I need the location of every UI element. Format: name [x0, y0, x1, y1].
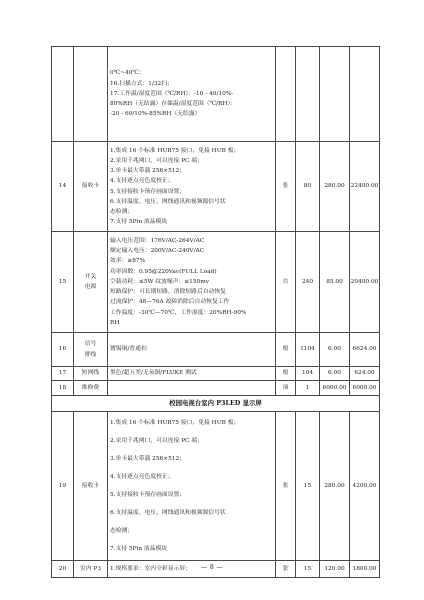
param-line: 80%RH（无结露）存储温/湿度范围（℃/RH）：: [110, 101, 237, 108]
param-line: 额定输入电压：200V/AC-240V/AC: [110, 248, 205, 255]
cell-params: [108, 232, 276, 333]
cell-price: 85.00: [320, 232, 350, 333]
name-line: 开关: [84, 273, 97, 280]
cell-unit: 张: [276, 412, 296, 561]
cell-unit: 根: [276, 333, 296, 367]
cell-name: 接收卡: [74, 142, 108, 232]
cell-name: [74, 47, 108, 142]
cell-no: 15: [52, 232, 74, 333]
cell-total: 20400.00: [350, 232, 380, 333]
param-line: -20 - 60/10%-85%RH（无结露）: [110, 111, 201, 118]
param-line: 1.集成 16 个标准 HUB75 接口，免接 HUB 板；: [110, 147, 240, 154]
cell-unit: 台: [276, 232, 296, 333]
cell-qty: 15: [296, 412, 320, 561]
param-line: 短路保护：可长期短路，消除短路后自动恢复: [110, 289, 226, 296]
cell-price: 6.00: [320, 367, 350, 381]
table-row: [52, 412, 380, 561]
cell-params: [108, 47, 276, 142]
cell-unit: 张: [276, 142, 296, 232]
cell-no: 20: [52, 561, 74, 578]
param-line: 4.支持逐点亮色度校正；: [110, 178, 174, 185]
cell-unit: 根: [276, 367, 296, 381]
cell-name: 短网线: [74, 367, 108, 381]
cell-no: 19: [52, 412, 74, 561]
section-header-row: [52, 396, 380, 412]
cell-params: [108, 142, 276, 232]
param-line: RH: [110, 319, 120, 326]
cell-total: 4200.00: [350, 412, 380, 561]
param-line: 5.支持接收卡预存画面设置；: [110, 492, 186, 498]
param-line: 态检测；: [110, 208, 134, 215]
param-line: 功率因数：0.95@220Vac(FULL Load): [110, 268, 217, 275]
param-line: 6.支持温度、电压、网线通讯和视频源信号状: [110, 510, 226, 516]
cell-qty: 15: [296, 561, 320, 578]
cell-name: [74, 232, 108, 333]
cell-price: 280.00: [320, 142, 350, 232]
param-line: 效率：≥87%: [110, 258, 146, 265]
cell-qty: 80: [296, 142, 320, 232]
param-line: 工作温度：-30℃—70℃，工作湿度：20%RH-90%: [110, 309, 247, 316]
cell-qty: 1: [296, 381, 320, 396]
cell-no: 14: [52, 142, 74, 232]
param-line: 输入电压范围：176V/AC-264V/AC: [110, 238, 205, 245]
cell-name: 维修费: [74, 381, 108, 396]
cell-name: [74, 333, 108, 367]
cell-total: 624.00: [350, 367, 380, 381]
param-line: 空载功耗：≤5W 纹波噪声：≤150mv: [110, 278, 210, 285]
cell-price: 6000.00: [320, 381, 350, 396]
param-line: 3.单卡最大带载 256×512；: [110, 168, 185, 175]
name-line: 排线: [84, 351, 97, 358]
param-line: 6.支持温度、电压、网线通讯和视频源信号状: [110, 198, 226, 205]
cell-unit: [276, 47, 296, 142]
param-line: 过流保护：48—76A 故障消除后自动恢复工作: [110, 299, 230, 306]
cell-no: 17: [52, 367, 74, 381]
table-row: [52, 381, 380, 396]
table-row: [52, 142, 380, 232]
cell-no: [52, 47, 74, 142]
param-line: 4.支持逐点亮色度校正；: [110, 474, 174, 480]
cell-unit: 项: [276, 381, 296, 396]
cell-no: 16: [52, 333, 74, 367]
cell-total: 6000.00: [350, 381, 380, 396]
cell-unit: 张: [276, 561, 296, 578]
param-line: 16.扫描方式：1/32扫；: [110, 80, 173, 87]
param-line: 0℃~40℃；: [110, 70, 145, 77]
param-line: 3.单卡最大带载 256×512；: [110, 456, 185, 462]
param-line: 1.集成 16 个标准 HUB75 接口，免接 HUB 板；: [110, 420, 240, 426]
param-line: 7.支持 5Pin 液晶模块: [110, 219, 168, 226]
cell-price: 120.00: [320, 561, 350, 578]
param-line: 态检测；: [110, 528, 134, 534]
cell-qty: 1104: [296, 333, 320, 367]
cell-price: 6.00: [320, 333, 350, 367]
cell-qty: 240: [296, 232, 320, 333]
cell-qty: 104: [296, 367, 320, 381]
cell-total: 6624.00: [350, 333, 380, 367]
param-line: 2.采用千兆网口，可以连接 PC 端；: [110, 157, 203, 164]
spec-table: [51, 46, 380, 578]
cell-name: 接收卡: [74, 412, 108, 561]
table-row: [52, 367, 380, 381]
cell-params: 黑色/超五类/无氧铜/FLUKE 测试: [108, 367, 276, 381]
name-line: 电源: [84, 284, 97, 290]
table-row: [52, 333, 380, 367]
cell-qty: [296, 47, 320, 142]
cell-name: 室内 P3: [74, 561, 108, 578]
cell-total: 1800.00: [350, 561, 380, 578]
param-line: 2.采用千兆网口，可以连接 PC 端；: [110, 438, 203, 444]
section-title: 校园电视台室内 P3LED 显示屏: [52, 396, 380, 412]
cell-params: 1.规格要求：室内全彩显示屏；: [108, 561, 276, 578]
cell-params: [108, 412, 276, 561]
cell-params: 镀锡铜/普通扣: [108, 333, 276, 367]
cell-price: 280.00: [320, 412, 350, 561]
cell-total: 22400.00: [350, 142, 380, 232]
table-row-continued: [52, 47, 380, 142]
page-number: — 8 —: [200, 564, 224, 571]
name-line: 信号: [84, 341, 97, 348]
table-row: [52, 232, 380, 333]
param-line: 17.工作温/湿度范围（℃/RH）：-10 - 40/10%-: [110, 90, 234, 97]
cell-no: 18: [52, 381, 74, 396]
cell-total: [350, 47, 380, 142]
cell-price: [320, 47, 350, 142]
cell-params: [108, 381, 276, 396]
param-line: 7.支持 5Pin 液晶模块: [110, 546, 168, 552]
param-line: 5.支持接收卡预存画面设置；: [110, 188, 186, 195]
